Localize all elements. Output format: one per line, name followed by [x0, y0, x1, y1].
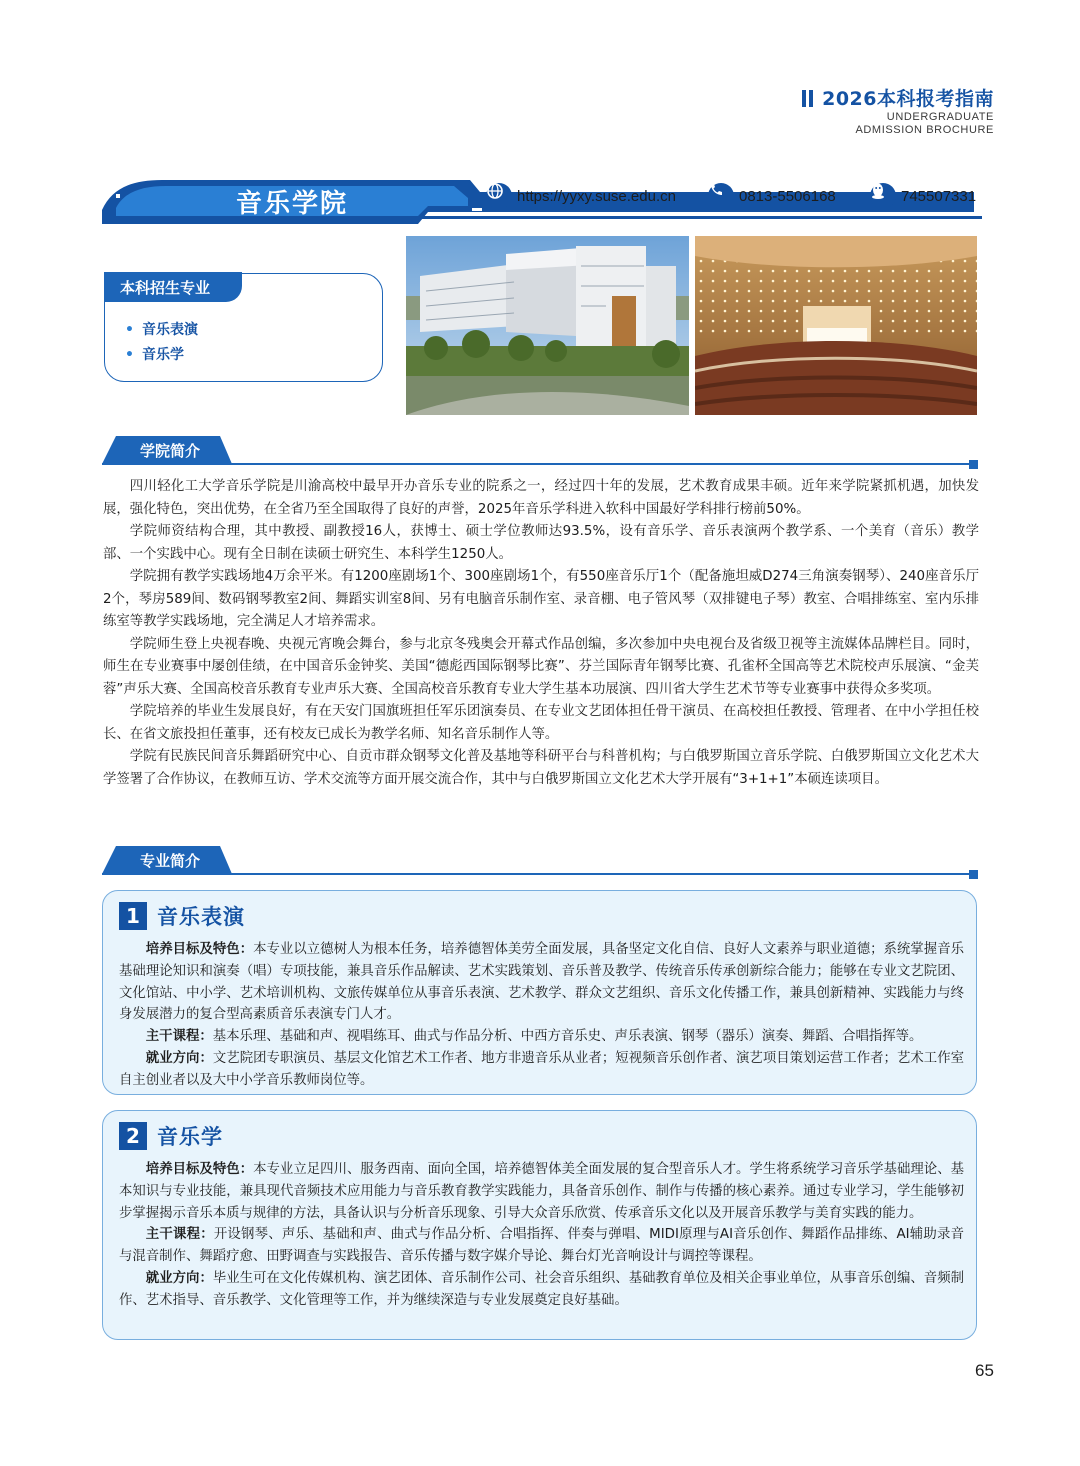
qq-contact [870, 182, 976, 210]
section-divider-end [969, 460, 978, 469]
phone-contact [708, 182, 836, 210]
major-title: 音乐表演 [157, 905, 245, 929]
campus-building-photo [406, 236, 689, 415]
brochure-title-text: 2026本科报考指南 [822, 88, 994, 110]
career-text: 毕业生可在文化传媒机构、演艺团体、音乐制作公司、社会音乐组织、基础教育单位及相关企事业单位，从事音乐创编、音频制作、艺术指导、音乐教学、文化管理等工作，并为继续深造与专业发展奠定良好基础。 [119, 1270, 965, 1308]
brochure-subtitle-1: UNDERGRADUATE [886, 111, 994, 123]
major-courses [119, 1224, 964, 1268]
majors-intro-heading: 专业简介 [140, 852, 201, 870]
course-text: 基本乐理、基础和声、视唱练耳、曲式与作品分析、中西方音乐史、声乐表演、钢琴（器乐）演奏、舞蹈、合唱指挥等。 [212, 1029, 923, 1045]
concert-hall-photo [695, 236, 977, 415]
major-card-body [119, 939, 964, 1092]
majors-section-header [102, 846, 978, 876]
major-courses [119, 1026, 964, 1048]
intro-text [103, 476, 979, 791]
page-number: 65 [975, 1361, 994, 1380]
intro-paragraph: 学院师生登上央视春晚、央视元宵晚会舞台，参与北京冬残奥会开幕式作品创编，多次参加中央电视台及省级卫视等主流媒体品牌栏目。同时，师生在专业赛事中屡创佳绩，在中国音乐金钟奖、美国“德彪西国际钢琴比赛”、芬兰国际青年钢琴比赛、孔雀杯全国高等艺术院校声乐展演、“金芙蓉”声乐大赛、全国高校音乐教育专业声乐大赛、全国高校音乐教育专业大学生基本功展演、四川省大学生艺术节等专业赛事中获得众多奖项。 [103, 636, 979, 697]
college-title-bar [102, 178, 982, 230]
major-card-body [119, 1159, 964, 1312]
intro-paragraph: 学院拥有教学实践场地4万余平米。有1200座剧场1个、300座剧场1个，有550座音乐厅1个（配备施坦威D274三角演奏钢琴）、240座音乐厅2个，琴房589间、数码钢琴教室2间、舞蹈实训室8间、另有电脑音乐制作室、录音棚、电子管风琴（双排键电子琴）教室、合唱排练室、室内乐排练室等教学实践场地，完全满足人才培养需求。 [103, 569, 979, 629]
website-contact[interactable] [486, 182, 676, 210]
major-item: • 音乐表演 [125, 318, 198, 343]
major-number: 1 [119, 902, 147, 930]
career-label: 就业方向： [145, 1270, 213, 1286]
major-item: • 音乐学 [125, 343, 198, 368]
qq-penguin-icon [870, 183, 896, 209]
major-card-musicology [102, 1110, 977, 1340]
section-divider [102, 873, 970, 875]
title-bar-mark [809, 90, 813, 107]
section-divider-end [969, 870, 978, 879]
section-divider [102, 463, 970, 465]
title-bar-mark [802, 90, 806, 107]
intro-paragraph: 学院培养的毕业生发展良好，有在天安门国旗班担任军乐团演奏员、在专业文艺团体担任骨干演员、在高校担任教授、管理者、在中小学担任校长、在省文旅投担任董事，还有校友已成长为教学名师、知名音乐制作人等。 [103, 704, 979, 742]
college-name: 音乐学院 [235, 189, 348, 219]
major-career [119, 1048, 964, 1092]
goal-text: 本专业立足四川、服务西南、面向全国，培养德智体美全面发展的复合型音乐人才。学生将系统学习音乐学基础理论、基本知识与专业技能，兼具现代音频技术应用能力与音乐教育教学实践能力，具备音乐创作、制作与传播的核心素养。通过专业学习，学生能够初步掌握揭示音乐本质与规律的方法，具备认识与分析音乐现象、引导大众音乐欣赏、传承音乐文化以及开展音乐教学与美育实践的能力。 [119, 1162, 965, 1221]
majors-list [125, 318, 198, 368]
phone-number: 0813-5506168 [739, 187, 836, 205]
major-card-performance [102, 890, 977, 1095]
major-card-header [119, 1121, 223, 1151]
course-text: 开设钢琴、声乐、基础和声、曲式与作品分析、合唱指挥、伴奏与弹唱、MIDI原理与AI音乐创作、舞蹈作品排练、AI辅助录音与混音制作、舞蹈疗愈、田野调查与实践报告、音乐传播与数字媒介导论、舞台灯光音响设计与调控等课程。 [119, 1227, 965, 1265]
major-card-header [119, 901, 245, 931]
brochure-subtitle-2: ADMISSION BROCHURE [855, 124, 994, 136]
intro-section-header [102, 436, 978, 466]
major-goal [119, 1159, 964, 1224]
qq-number: 745507331 [901, 187, 977, 205]
course-label: 主干课程： [145, 1227, 214, 1243]
career-text: 文艺院团专职演员、基层文化馆艺术工作者、地方非遗音乐从业者；短视频音乐创作者、演艺项目策划运营工作者；艺术工作室自主创业者以及大中小学音乐教师岗位等。 [119, 1050, 965, 1088]
majors-box-heading: 本科招生专业 [104, 272, 242, 302]
course-label: 主干课程： [145, 1029, 213, 1045]
goal-text: 本专业以立德树人为根本任务，培养德智体美劳全面发展，具备坚定文化自信、良好人文素养与职业道德；系统掌握音乐基础理论知识和演奏（唱）专项技能，兼具音乐作品解读、艺术实践策划、音乐普及教学、传统音乐传承创新综合能力；能够在专业文艺院团、文化馆站、中小学、艺术培训机构、文旅传媒单位从事音乐表演、艺术教学、群众文艺组织、音乐文化传播工作，兼具创新精神、实践能力与终身发展潜力的复合型高素质音乐表演专门人才。 [119, 942, 965, 1023]
major-career [119, 1268, 964, 1312]
brochure-title [802, 84, 994, 111]
major-number: 2 [119, 1122, 147, 1150]
major-goal [119, 939, 964, 1026]
intro-paragraph: 学院师资结构合理，其中教授、副教授16人，获博士、硕士学位教师达93.5%，设有音乐学、音乐表演两个教学系、一个美育（音乐）教学部、一个实践中心。现有全日制在读硕士研究生、本科学生1250人。 [103, 524, 979, 562]
brochure-header [802, 84, 994, 137]
career-label: 就业方向： [145, 1050, 213, 1066]
globe-icon [486, 183, 512, 209]
intro-heading: 学院简介 [140, 442, 201, 460]
intro-paragraph: 四川轻化工大学音乐学院是川渝高校中最早开办音乐专业的院系之一，经过四十年的发展，艺术教育成果丰硕。近年来学院紧抓机遇，加快发展，强化特色，突出优势，在全省乃至全国取得了良好的声誉，2025年音乐学科进入软科中国最好学科排行榜前50%。 [103, 479, 979, 517]
major-title: 音乐学 [157, 1125, 223, 1149]
website-url[interactable]: https://yyxy.suse.edu.cn [517, 187, 676, 205]
goal-label: 培养目标及特色： [145, 1162, 254, 1177]
phone-icon [708, 183, 734, 209]
intro-paragraph: 学院有民族民间音乐舞蹈研究中心、自贡市群众钢琴文化普及基地等科研平台与科普机构；与白俄罗斯国立音乐学院、白俄罗斯国立文化艺术大学签署了合作协议，在教师互访、学术交流等方面开展交流合作，其中与白俄罗斯国立文化艺术大学开展有“3+1+1”本硕连读项目。 [103, 749, 979, 787]
goal-label: 培养目标及特色： [145, 942, 254, 957]
